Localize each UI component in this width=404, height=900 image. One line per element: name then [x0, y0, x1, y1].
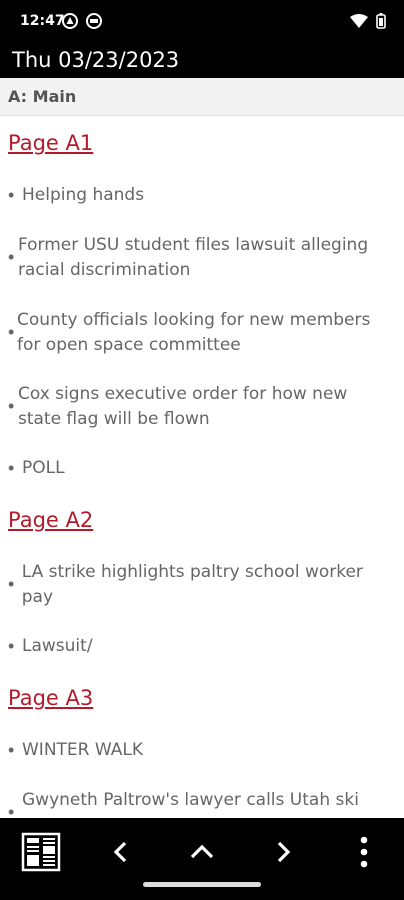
bullet-icon: • — [8, 396, 15, 416]
article-item[interactable] — [8, 456, 393, 481]
section-title: A: Main — [8, 87, 77, 106]
article-title: WINTER WALK — [22, 740, 144, 760]
pages-grid-button[interactable] — [17, 828, 65, 880]
notification-app-icon — [86, 13, 102, 34]
notification-triangle-icon — [62, 13, 78, 34]
bullet-icon: • — [8, 636, 15, 656]
scroll-up-button[interactable] — [178, 828, 226, 880]
article-title: Lawsuit/ — [22, 636, 93, 656]
page-link-a1[interactable]: Page A1 — [8, 131, 94, 155]
bullet-icon: • — [8, 574, 15, 594]
article-item[interactable] — [8, 382, 393, 432]
chevron-up-icon — [189, 842, 215, 867]
status-bar — [0, 0, 404, 44]
more-vert-icon — [359, 836, 369, 873]
page-link-a3[interactable]: Page A3 — [8, 686, 94, 710]
chevron-right-icon — [273, 840, 293, 869]
wifi-icon — [350, 14, 368, 33]
article-title: POLL — [22, 458, 65, 478]
article-title: LA strike highlights paltry school worker pay — [21, 562, 363, 607]
article-item[interactable] — [8, 560, 393, 610]
date-bar — [0, 44, 404, 78]
article-title: Gwyneth Paltrow's lawyer calls Utah ski — [22, 790, 359, 810]
article-item[interactable] — [8, 183, 393, 208]
article-item[interactable] — [8, 788, 393, 818]
pages-grid-icon — [21, 832, 61, 877]
page-link-a2[interactable]: Page A2 — [8, 508, 94, 532]
bullet-icon: • — [8, 802, 15, 818]
more-options-button[interactable] — [340, 828, 388, 880]
home-indicator[interactable] — [143, 882, 261, 887]
edition-date: Thu 03/23/2023 — [12, 48, 180, 72]
article-title: County officials looking for new members for open space committee — [17, 310, 371, 355]
section-header — [0, 78, 404, 116]
previous-button[interactable] — [97, 828, 145, 880]
bottom-nav-bar — [0, 818, 404, 900]
battery-icon — [376, 13, 386, 34]
status-time: 12:47 — [20, 13, 65, 29]
next-button[interactable] — [259, 828, 307, 880]
article-title: Former USU student files lawsuit alleging racial discrimination — [17, 235, 369, 280]
article-item[interactable] — [8, 634, 393, 659]
section-content — [0, 78, 404, 818]
bullet-icon: • — [8, 185, 15, 205]
bullet-icon: • — [8, 740, 15, 760]
bullet-icon: • — [8, 458, 15, 478]
article-item[interactable] — [8, 738, 393, 763]
chevron-left-icon — [111, 840, 131, 869]
article-item[interactable] — [8, 233, 393, 283]
bullet-icon: • — [8, 322, 15, 342]
article-item[interactable] — [8, 308, 393, 358]
article-title: Helping hands — [22, 185, 145, 205]
bullet-icon: • — [8, 247, 15, 267]
article-title: Cox signs executive order for how new state flag will be flown — [17, 384, 348, 429]
